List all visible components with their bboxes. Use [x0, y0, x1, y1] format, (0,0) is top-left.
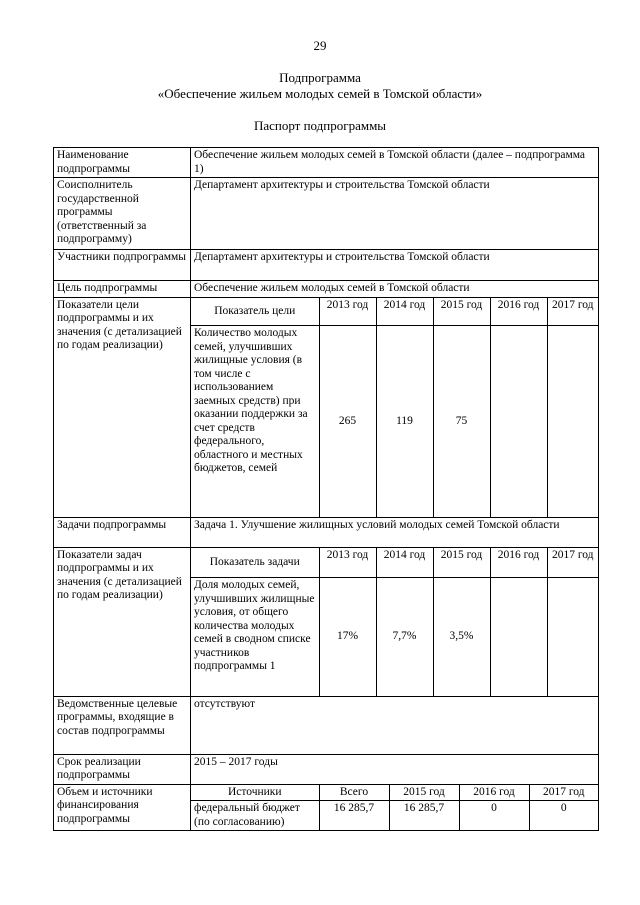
row-label: Задачи подпрограммы — [54, 517, 191, 547]
page-number: 29 — [313, 38, 327, 53]
row-label: Показатели задач подпрограммы и их значения (с детализацией по годам реализации) — [54, 547, 191, 696]
indicator-value: 17% — [319, 578, 376, 696]
financing-table — [191, 785, 598, 831]
row-task-indicators — [54, 547, 599, 696]
row-term — [54, 754, 599, 784]
subprogram-heading: Подпрограмма — [279, 70, 361, 85]
row-departmental — [54, 696, 599, 754]
row-tasks — [54, 517, 599, 547]
financing-header: 2015 год — [389, 785, 459, 801]
year-header: 2015 год — [433, 548, 490, 578]
row-label: Соисполнитель государственной программы (ответственный за подпрограмму) — [54, 178, 191, 250]
year-header: 2017 год — [547, 298, 598, 326]
row-value: Задача 1. Улучшение жилищных условий молодых семей Томской области — [191, 517, 599, 547]
row-financing — [54, 784, 599, 831]
row-coexecutor — [54, 178, 599, 250]
financing-value: 16 285,7 — [319, 801, 389, 831]
row-label: Срок реализации подпрограммы — [54, 754, 191, 784]
indicator-text: Количество молодых семей, улучшивших жилищные условия (в том числе с использованием заемных средств) при оказании поддержки за счет средств федерального, областного и местных бюджетов, семей — [191, 326, 319, 517]
row-label: Участники подпрограммы — [54, 250, 191, 281]
financing-header: 2017 год — [529, 785, 598, 801]
year-header: 2015 год — [433, 298, 490, 326]
goal-indicators-table — [191, 298, 598, 517]
row-value: отсутствуют — [191, 696, 599, 754]
passport-heading: Паспорт подпрограммы — [253, 118, 387, 133]
year-header: 2013 год — [319, 298, 376, 326]
financing-value: 0 — [459, 801, 529, 831]
indicator-value: 3,5% — [433, 578, 490, 696]
indicator-value: 119 — [376, 326, 433, 517]
indicator-value — [490, 578, 547, 696]
year-header: 2016 год — [490, 548, 547, 578]
indicator-value — [547, 326, 598, 517]
financing-header: Источники — [191, 785, 319, 801]
indicator-header: Показатель цели — [191, 298, 319, 326]
row-goal-indicators — [54, 297, 599, 517]
row-value: 2015 – 2017 годы — [191, 754, 599, 784]
indicator-value — [547, 578, 598, 696]
financing-header: Всего — [319, 785, 389, 801]
row-value: Обеспечение жильем молодых семей в Томской области (далее – подпрограмма 1) — [191, 148, 599, 178]
row-label: Наименование подпрограммы — [54, 148, 191, 178]
indicator-value: 7,7% — [376, 578, 433, 696]
year-header: 2017 год — [547, 548, 598, 578]
row-participants — [54, 250, 599, 281]
financing-source: федеральный бюджет (по согласованию) — [191, 801, 319, 831]
year-header: 2013 год — [319, 548, 376, 578]
task-indicators-table — [191, 548, 598, 696]
financing-header: 2016 год — [459, 785, 529, 801]
row-label: Цель подпрограммы — [54, 281, 191, 298]
row-value: Департамент архитектуры и строительства Томской области — [191, 178, 599, 250]
subprogram-title: «Обеспечение жильем молодых семей в Томской области» — [157, 86, 483, 101]
task-indicators-cell — [191, 547, 599, 696]
row-value: Обеспечение жильем молодых семей в Томской области — [191, 281, 599, 298]
financing-value: 16 285,7 — [389, 801, 459, 831]
row-name — [54, 148, 599, 178]
indicator-text: Доля молодых семей, улучшивших жилищные условия, от общего количества молодых семей в сводном списке участников подпрограммы 1 — [191, 578, 319, 696]
indicator-value — [490, 326, 547, 517]
year-header: 2014 год — [376, 298, 433, 326]
financing-value: 0 — [529, 801, 598, 831]
indicator-value: 75 — [433, 326, 490, 517]
year-header: 2016 год — [490, 298, 547, 326]
row-label: Ведомственные целевые программы, входящие в состав подпрограммы — [54, 696, 191, 754]
indicator-value: 265 — [319, 326, 376, 517]
financing-cell — [191, 784, 599, 831]
indicator-header: Показатель задачи — [191, 548, 319, 578]
year-header: 2014 год — [376, 548, 433, 578]
goal-indicators-cell — [191, 297, 599, 517]
passport-table — [53, 147, 599, 831]
row-label: Показатели цели подпрограммы и их значения (с детализацией по годам реализации) — [54, 297, 191, 517]
row-label: Объем и источники финансирования подпрограммы — [54, 784, 191, 831]
row-goal — [54, 281, 599, 298]
row-value: Департамент архитектуры и строительства Томской области — [191, 250, 599, 281]
